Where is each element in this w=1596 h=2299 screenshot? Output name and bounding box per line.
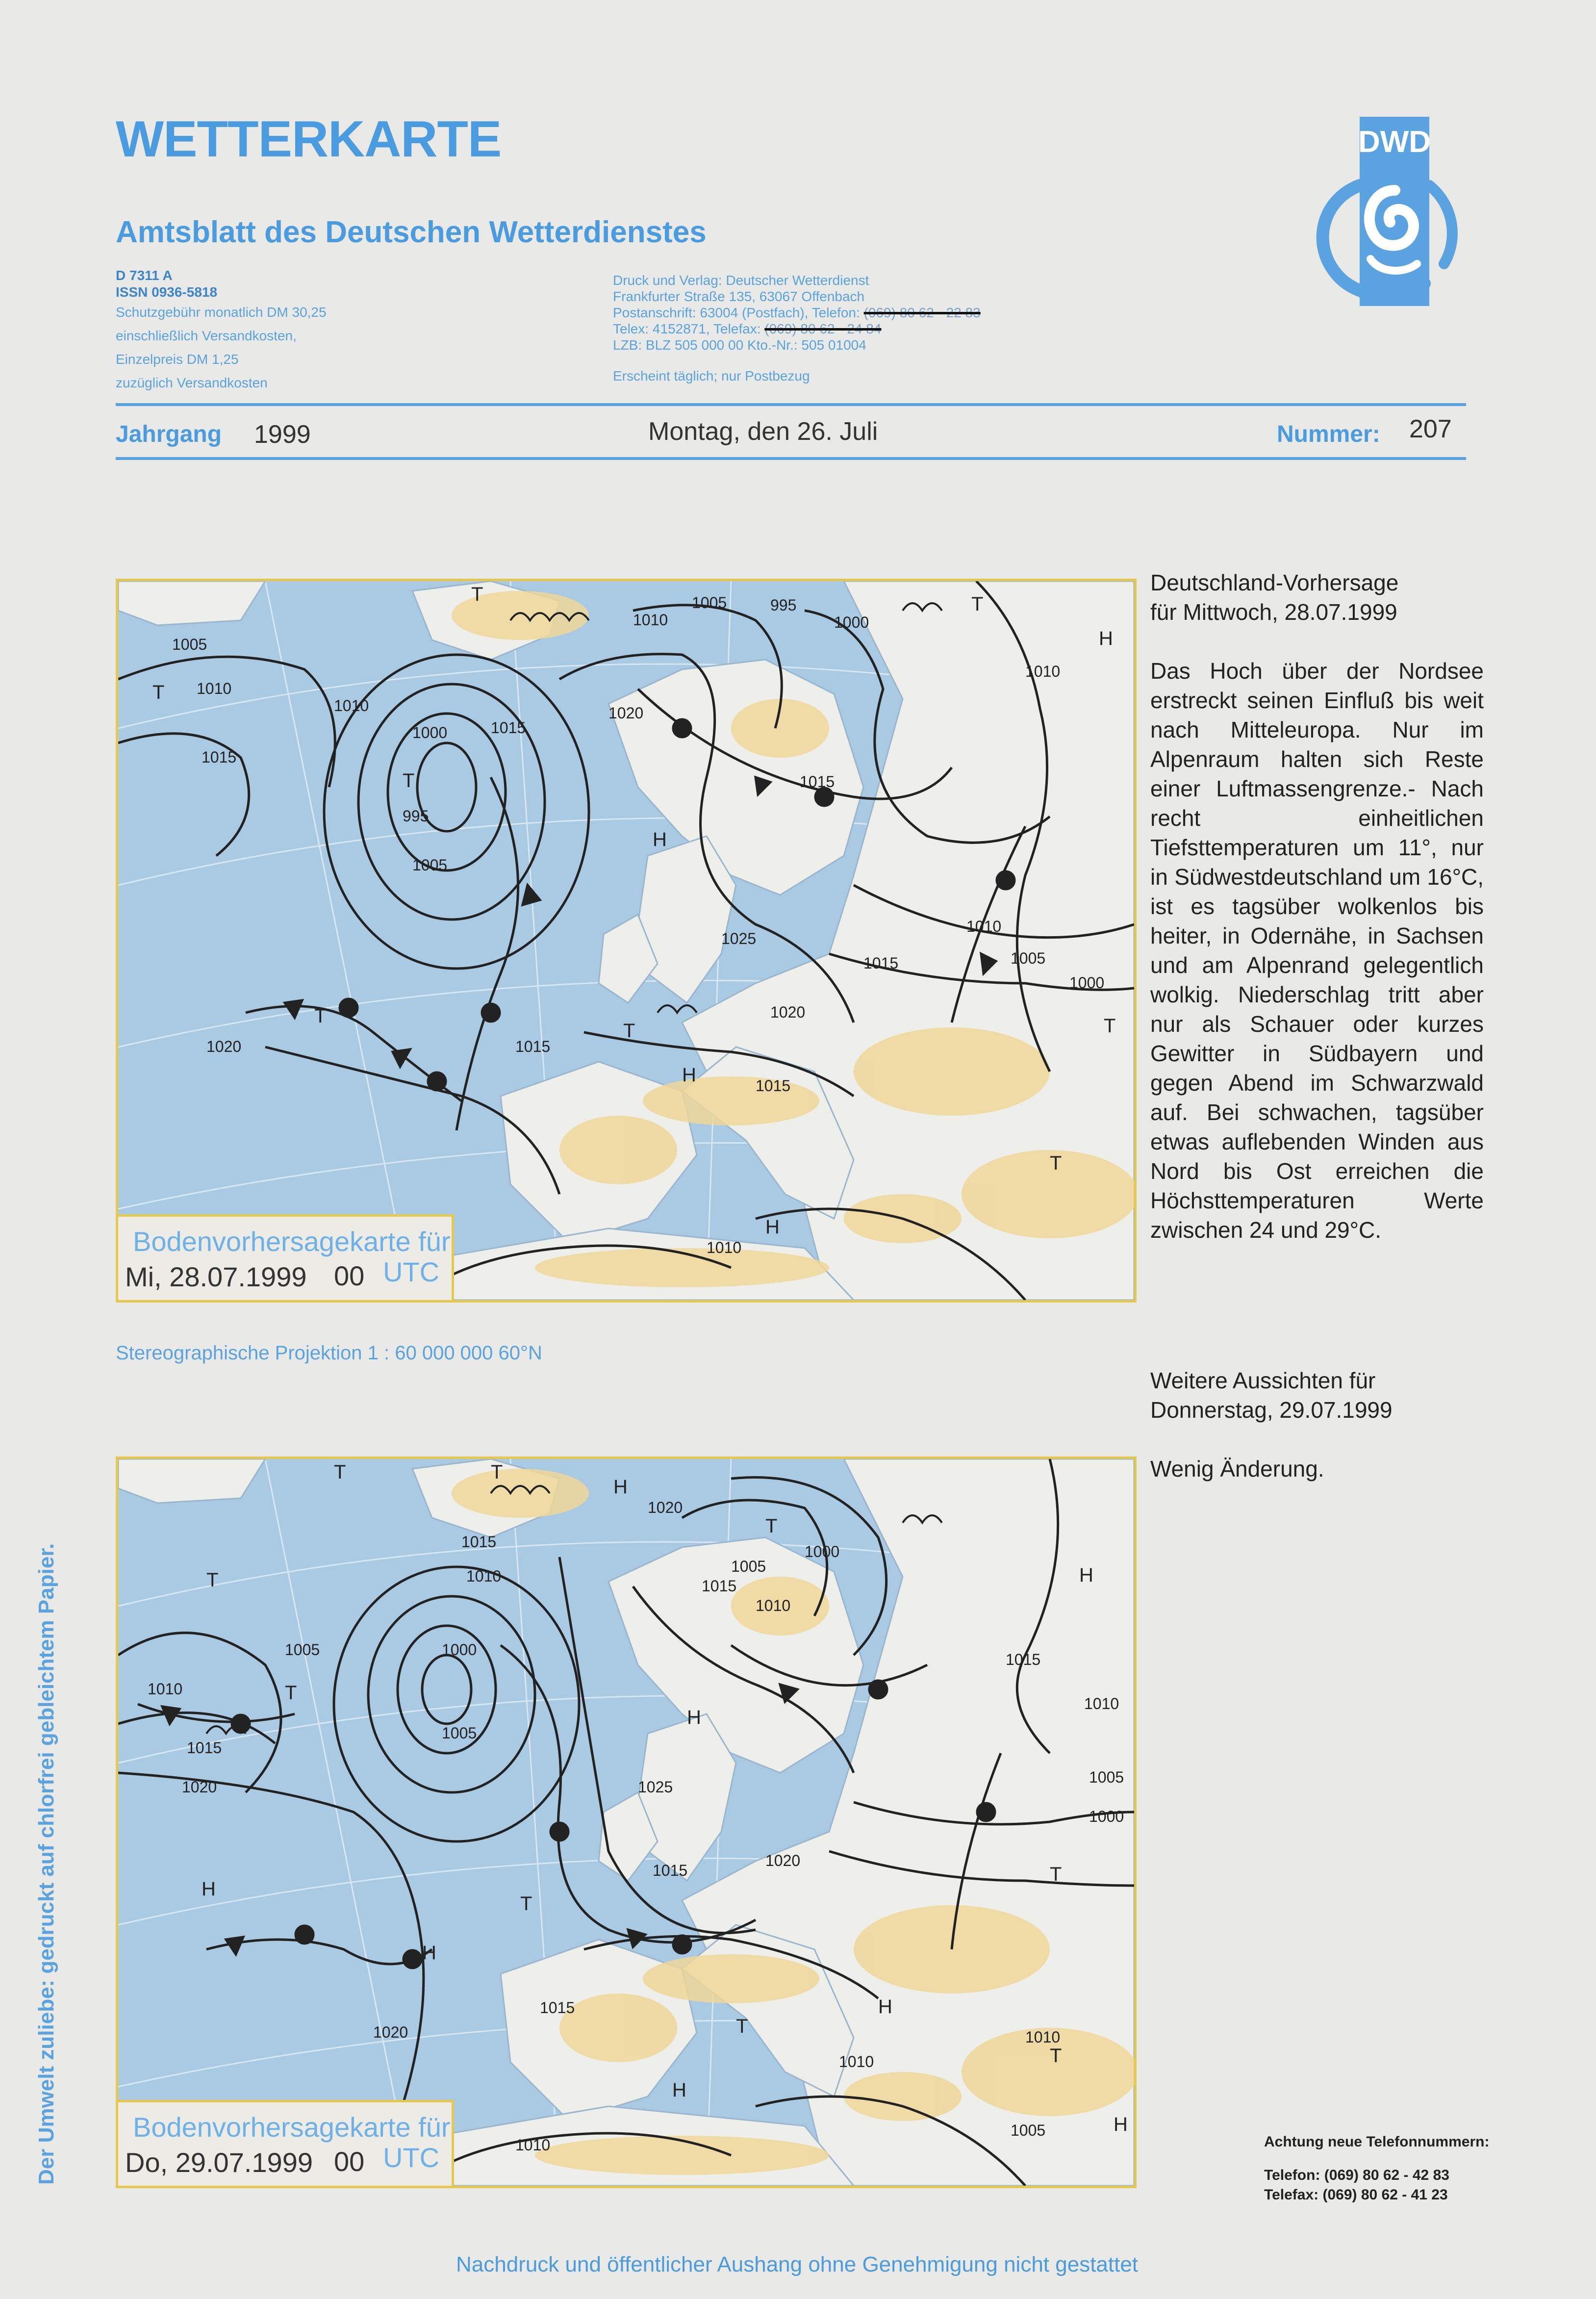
reprint-notice: Nachdruck und öffentlicher Aushang ohne Genehmigung nicht gestattet: [456, 2252, 1139, 2276]
isobar-label: 1005: [442, 1724, 477, 1742]
isobar-label: 1015: [202, 748, 237, 766]
telex-old-fax: (069) 80 62 - 24 84: [764, 321, 882, 336]
isobar-label: 1005: [731, 1558, 766, 1575]
subscription-info: [116, 267, 327, 395]
eco-paper-note: Der Umwelt zuliebe: gedruckt auf chlorfrei gebleichtem Papier.: [34, 1543, 58, 2185]
isobar-label: 1020: [648, 1499, 683, 1516]
low-marker: T: [1050, 2045, 1062, 2067]
high-marker: H: [672, 2079, 686, 2101]
telex-text: Telex: 4152871, Telefax:: [613, 321, 761, 336]
isobar-label: 1015: [540, 1999, 575, 2017]
isobar-label: 1010: [148, 1680, 183, 1698]
low-marker: T: [334, 1461, 346, 1483]
isobar-label: 1020: [373, 2023, 408, 2041]
isobar-label: 1010: [1025, 2028, 1061, 2046]
isobar-label: 1000: [412, 724, 448, 741]
outlook-heading-line: Donnerstag, 29.07.1999: [1150, 1397, 1393, 1423]
map-caption-time: 00: [334, 1260, 365, 1291]
isobar-label: 1000: [442, 1641, 477, 1659]
low-marker: T: [736, 2016, 748, 2037]
postal-text: Postanschrift: 63004 (Postfach), Telefon:: [613, 305, 860, 320]
isobar-label: 1025: [638, 1778, 673, 1796]
dwd-logo: [1302, 117, 1464, 313]
map-caption-box: [118, 1214, 454, 1300]
isobar-label: 1005: [1011, 949, 1046, 967]
high-marker: H: [1079, 1564, 1093, 1586]
weather-map-1: [118, 581, 1134, 1300]
isobar-label: 995: [403, 807, 429, 825]
low-marker: T: [471, 584, 483, 605]
isobar-label: 1020: [770, 1003, 806, 1021]
isobar-label: 1010: [466, 1567, 502, 1585]
phone-number: Telefon: (069) 80 62 - 42 83: [1264, 2167, 1449, 2183]
isobar-label: 1015: [653, 1862, 688, 1879]
low-marker: T: [1050, 1152, 1062, 1174]
low-marker: T: [1104, 1015, 1116, 1037]
isobar-label: 1010: [1084, 1695, 1119, 1712]
isobar-label: 995: [770, 596, 797, 614]
isobar-label: 1000: [805, 1543, 840, 1560]
page-subtitle: Amtsblatt des Deutschen Wetterdienstes: [116, 215, 707, 249]
nummer-label: Nummer:: [1277, 421, 1380, 447]
map-caption-box: [118, 2100, 454, 2186]
forecast-map-wednesday: [116, 579, 1137, 1303]
isobar-label: 1000: [834, 613, 869, 631]
isobar-label: 1020: [206, 1038, 242, 1055]
isobar-label: 1010: [756, 1597, 791, 1614]
outlook-heading-line: Weitere Aussichten für: [1150, 1368, 1376, 1393]
fee-line: einschließlich Versandkosten,: [116, 328, 297, 343]
isobar-label: 1010: [707, 1239, 742, 1256]
isobar-label: 1015: [515, 1038, 551, 1055]
isobar-label: 1020: [765, 1852, 801, 1869]
isobar-label: 1015: [863, 954, 899, 972]
publisher-line: Druck und Verlag: Deutscher Wetterdienst: [613, 273, 869, 288]
forecast-map-thursday: [116, 1456, 1137, 2188]
issn: ISSN 0936-5818: [116, 284, 218, 300]
isobar-label: 1010: [1025, 663, 1061, 680]
fax-number: Telefax: (069) 80 62 - 41 23: [1264, 2187, 1448, 2203]
jahrgang-value: 1999: [254, 420, 311, 449]
map-caption-date: Do, 29.07.1999: [125, 2147, 313, 2178]
low-marker: T: [403, 770, 415, 792]
isobar-label: 1000: [1069, 974, 1105, 992]
isobar-label: 1020: [182, 1778, 217, 1796]
low-marker: T: [285, 1682, 297, 1704]
high-marker: H: [682, 1064, 696, 1086]
header-rule-top: [116, 403, 1466, 406]
fee-line: Schutzgebühr monatlich DM 30,25: [116, 305, 327, 320]
page-title: WETTERKARTE: [116, 111, 502, 168]
postal-old-phone: (069) 80 62 - 22 83: [863, 305, 981, 320]
map-caption-label: Bodenvorhersagekarte für: [133, 1226, 451, 1257]
forecast-body: Das Hoch über der Nordsee erstreckt seinen Einfluß bis weit nach Mitteleuropa. Nur im Alpenraum halten sich Reste einer Luftmassengrenze.- Nach recht einheitlichen Tiefsttemperaturen um 11°, nur in Südwestdeutschland um 16°C, ist es tagsüber wolkenlos bis heiter, in Odernähe, in Sachsen und am Alpenrand gelegentlich wolkig. Niederschlag tritt aber nur als Schauer oder kurzes Gewitter in Südbayern und gegen Abend im Schwarzwald auf. Bei schwachen, tagsüber etwas auflebenden Winden aus Nord bis Ost erreichen die Höchsttemperaturen Werte zwischen 24 und 29°C.: [1150, 658, 1484, 1243]
high-marker: H: [878, 1996, 892, 2018]
isobar-label: 1005: [412, 856, 448, 874]
forecast-heading-line: Deutschland-Vorhersage: [1150, 570, 1399, 595]
weather-map-2: [118, 1459, 1134, 2186]
low-marker: T: [314, 1005, 327, 1027]
projection-note: Stereographische Projektion 1 : 60 000 000 60°N: [116, 1342, 542, 1364]
publisher-info: [613, 272, 981, 384]
phone-notice: [1264, 2132, 1489, 2205]
low-marker: T: [152, 682, 165, 703]
isobar-label: 1005: [1011, 2121, 1046, 2139]
outlook-body: Wenig Änderung.: [1150, 1456, 1324, 1482]
low-marker: T: [1050, 1864, 1062, 1885]
isobar-label: 1020: [608, 704, 644, 722]
isobar-label: 1010: [515, 2136, 551, 2154]
high-marker: H: [765, 1216, 780, 1238]
map-caption-date: Mi, 28.07.1999: [125, 1261, 307, 1292]
isobar-label: 1010: [197, 680, 232, 697]
forecast-heading: [1150, 568, 1484, 627]
outlook-heading: [1150, 1366, 1484, 1425]
isobar-label: 1025: [721, 930, 757, 947]
high-marker: H: [422, 1942, 436, 1964]
isobar-label: 1005: [285, 1641, 320, 1659]
map-caption-label: Bodenvorhersagekarte für: [133, 2112, 451, 2143]
isobar-label: 1015: [491, 719, 526, 737]
high-marker: H: [653, 829, 667, 850]
isobar-label: 1015: [187, 1739, 222, 1757]
isobar-label: 1015: [1006, 1651, 1041, 1668]
low-marker: T: [765, 1515, 778, 1537]
frequency-line: Erscheint täglich; nur Postbezug: [613, 368, 810, 383]
map-caption-utc: UTC: [383, 1256, 440, 1287]
telex-line: [613, 321, 981, 337]
map-caption-utc: UTC: [383, 2142, 440, 2173]
isobar-label: 1015: [702, 1577, 737, 1595]
fee-line: zuzüglich Versandkosten: [116, 375, 268, 390]
low-marker: T: [491, 1461, 503, 1483]
low-marker: T: [520, 1893, 532, 1915]
high-marker: H: [687, 1707, 701, 1728]
isobar-label: 1010: [633, 611, 668, 629]
isobar-label: 1015: [800, 773, 835, 791]
phone-notice-title: Achtung neue Telefonnummern:: [1264, 2134, 1490, 2150]
low-marker: T: [206, 1569, 219, 1591]
high-marker: H: [1099, 628, 1113, 649]
isobar-label: 1010: [839, 2053, 874, 2070]
bank-line: LZB: BLZ 505 000 00 Kto.-Nr.: 505 01004: [613, 337, 866, 353]
isobar-label: 1015: [756, 1077, 791, 1095]
isobar-label: 1015: [461, 1533, 497, 1551]
isobar-label: 1005: [692, 594, 727, 612]
nummer-value: 207: [1409, 415, 1452, 443]
issue-date: Montag, den 26. Juli: [648, 417, 878, 446]
publication-code: D 7311 A: [116, 268, 173, 283]
logo-text: DWD: [1358, 125, 1431, 159]
high-marker: H: [202, 1878, 216, 1900]
postal-line: [613, 305, 981, 321]
fee-line: Einzelpreis DM 1,25: [116, 352, 239, 367]
isobar-label: 1000: [1089, 1808, 1124, 1825]
isobar-label: 1005: [1089, 1768, 1124, 1786]
high-marker: H: [613, 1476, 628, 1498]
isobar-label: 1005: [172, 636, 207, 653]
map-caption-time: 00: [334, 2146, 365, 2177]
low-marker: T: [971, 593, 984, 615]
high-marker: H: [1114, 2114, 1128, 2135]
header-rule-bottom: [116, 457, 1466, 460]
jahrgang-label: Jahrgang: [116, 421, 222, 447]
publisher-line: Frankfurter Straße 135, 63067 Offenbach: [613, 289, 865, 304]
forecast-heading-line: für Mittwoch, 28.07.1999: [1150, 599, 1397, 625]
low-marker: T: [623, 1020, 635, 1042]
isobar-label: 1010: [966, 918, 1002, 935]
isobar-label: 1010: [334, 697, 369, 715]
